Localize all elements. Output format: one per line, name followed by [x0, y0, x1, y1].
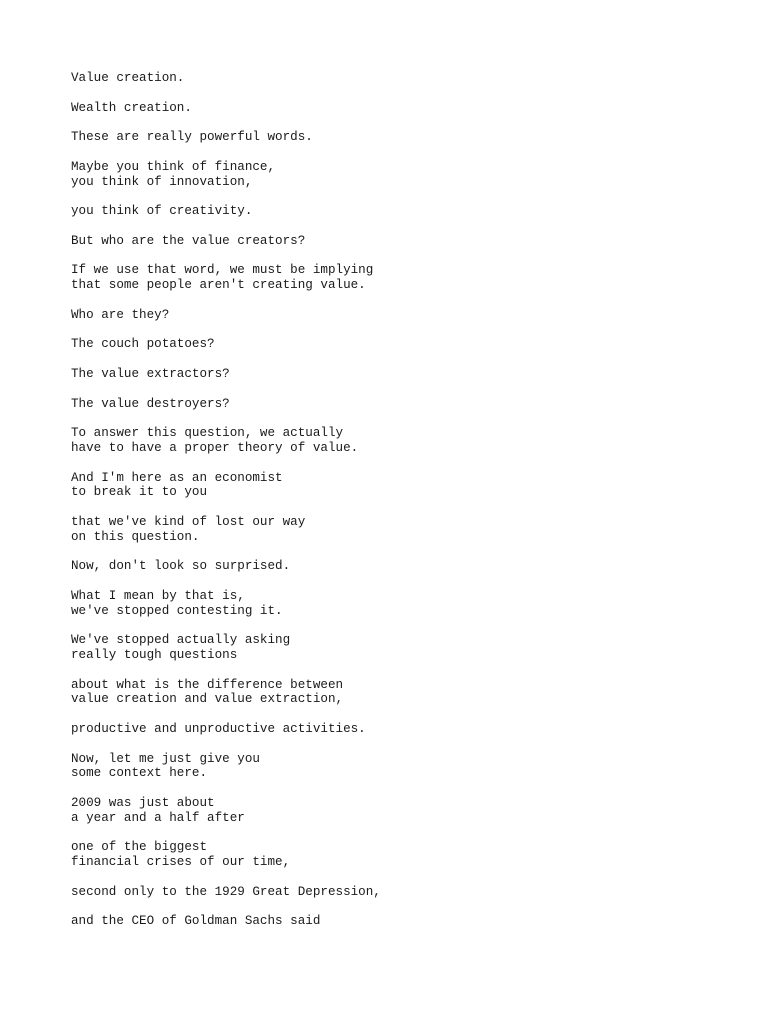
text-line: you think of innovation,	[71, 174, 253, 189]
text-line: really tough questions	[71, 648, 238, 663]
text-line: Maybe you think of finance,	[71, 159, 276, 174]
text-line: 2009 was just about	[71, 796, 215, 811]
paragraph	[71, 471, 731, 501]
text-line: about what is the difference between	[71, 677, 344, 692]
text-line: The couch potatoes?	[71, 337, 215, 352]
text-line: Wealth creation.	[71, 100, 192, 115]
paragraph	[71, 914, 731, 929]
paragraph	[71, 160, 731, 190]
text-line: second only to the 1929 Great Depression,	[71, 884, 381, 899]
text-line: The value extractors?	[71, 366, 230, 381]
text-line: We've stopped actually asking	[71, 633, 291, 648]
paragraph	[71, 234, 731, 249]
paragraph	[71, 337, 731, 352]
paragraph	[71, 263, 731, 293]
text-line: To answer this question, we actually	[71, 426, 344, 441]
text-line: on this question.	[71, 529, 200, 544]
text-line: productive and unproductive activities.	[71, 722, 366, 737]
paragraph	[71, 559, 731, 574]
text-line: Who are they?	[71, 307, 170, 322]
paragraph	[71, 204, 731, 219]
paragraph	[71, 397, 731, 412]
paragraph	[71, 515, 731, 545]
text-line: These are really powerful words.	[71, 130, 313, 145]
text-line: value creation and value extraction,	[71, 692, 344, 707]
transcript-page	[71, 71, 731, 944]
paragraph	[71, 678, 731, 708]
paragraph	[71, 752, 731, 782]
text-line: some context here.	[71, 766, 208, 781]
text-line: The value destroyers?	[71, 396, 230, 411]
paragraph	[71, 308, 731, 323]
text-line: Now, don't look so surprised.	[71, 559, 291, 574]
paragraph	[71, 101, 731, 116]
text-line: If we use that word, we must be implying	[71, 263, 374, 278]
text-line: What I mean by that is,	[71, 588, 245, 603]
text-line: a year and a half after	[71, 810, 245, 825]
text-line: that we've kind of lost our way	[71, 514, 306, 529]
paragraph	[71, 130, 731, 145]
paragraph	[71, 589, 731, 619]
paragraph	[71, 367, 731, 382]
text-line: that some people aren't creating value.	[71, 278, 366, 293]
paragraph	[71, 796, 731, 826]
text-line: have to have a proper theory of value.	[71, 440, 359, 455]
paragraph	[71, 71, 731, 86]
text-line: Value creation.	[71, 71, 185, 85]
text-line: financial crises of our time,	[71, 855, 291, 870]
paragraph	[71, 722, 731, 737]
paragraph	[71, 840, 731, 870]
text-line: we've stopped contesting it.	[71, 603, 283, 618]
paragraph	[71, 633, 731, 663]
text-line: to break it to you	[71, 485, 208, 500]
text-line: and the CEO of Goldman Sachs said	[71, 914, 321, 929]
text-line: And I'm here as an economist	[71, 470, 283, 485]
text-line: you think of creativity.	[71, 204, 253, 219]
paragraph	[71, 885, 731, 900]
paragraph	[71, 426, 731, 456]
text-line: one of the biggest	[71, 840, 208, 855]
text-line: Now, let me just give you	[71, 751, 260, 766]
text-line: But who are the value creators?	[71, 233, 306, 248]
